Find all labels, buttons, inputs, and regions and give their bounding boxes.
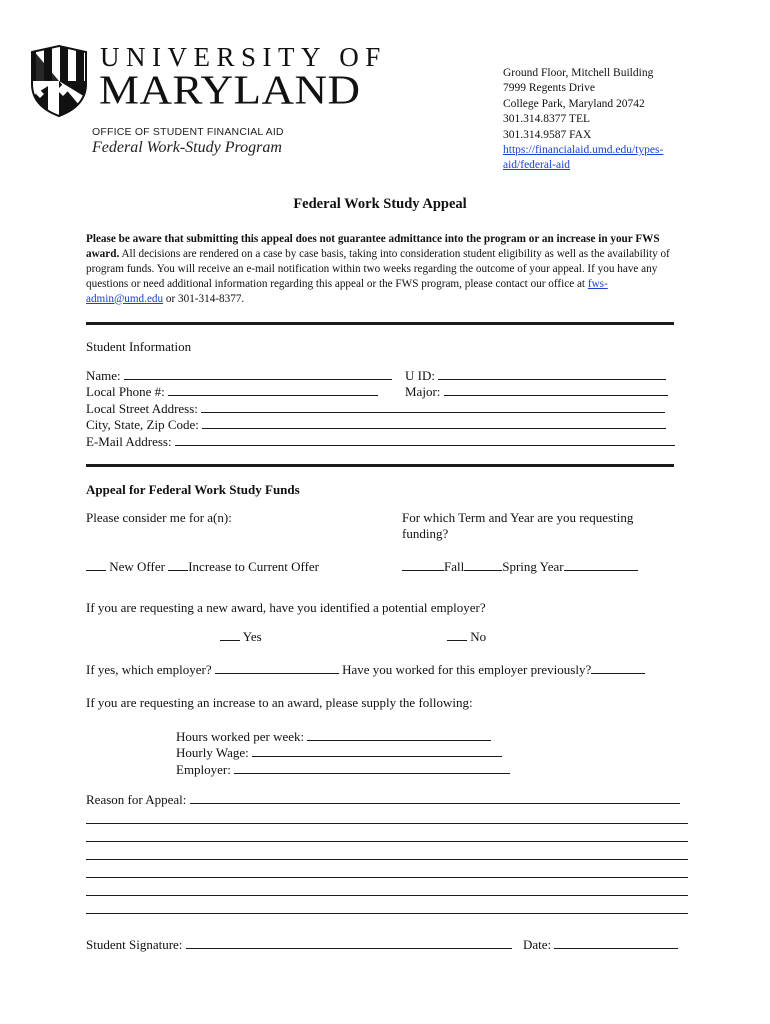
phone-label: Local Phone #: xyxy=(86,384,165,399)
email-row xyxy=(86,434,675,450)
new-offer-blank[interactable] xyxy=(86,559,106,571)
offer-options xyxy=(86,559,319,575)
new-offer-label: New Offer xyxy=(109,559,165,574)
increase-offer-label: Increase to Current Offer xyxy=(188,559,319,574)
fax-line: 301.314.9587 FAX xyxy=(503,128,592,141)
address-line: 7999 Regents Drive xyxy=(503,82,595,95)
signature-label: Student Signature: xyxy=(86,937,183,952)
yes-blank[interactable] xyxy=(220,629,240,641)
reason-field[interactable] xyxy=(190,792,680,804)
worked-previously-label: Have you worked for this employer previously? xyxy=(342,662,592,677)
employer-info-row xyxy=(176,762,510,778)
university-name-line1: UNIVERSITY OF xyxy=(100,42,387,72)
hours-field[interactable] xyxy=(307,729,491,741)
section-divider xyxy=(86,322,674,325)
term-question-line1: For which Term and Year are you requesting xyxy=(402,510,634,525)
term-options xyxy=(402,559,638,575)
name-label: Name: xyxy=(86,368,121,383)
name-row xyxy=(86,368,392,384)
which-employer-field[interactable] xyxy=(215,662,339,674)
date-row xyxy=(523,937,678,953)
wage-row xyxy=(176,745,502,761)
increase-prompt: If you are requesting an increase to an award, please supply the following: xyxy=(86,695,473,710)
office-name: OFFICE OF STUDENT FINANCIAL AID xyxy=(92,126,284,138)
city-field[interactable] xyxy=(202,417,666,429)
increase-offer-blank[interactable] xyxy=(168,559,188,571)
notice-phone: or 301-314-8377. xyxy=(163,292,245,305)
yes-label: Yes xyxy=(242,629,262,644)
uid-field[interactable] xyxy=(438,368,666,380)
appeal-heading: Appeal for Federal Work Study Funds xyxy=(86,482,300,497)
no-label: No xyxy=(470,629,487,644)
major-field[interactable] xyxy=(444,384,668,396)
employer-label: Employer: xyxy=(176,762,231,777)
date-field[interactable] xyxy=(554,937,678,949)
address-line: Ground Floor, Mitchell Building xyxy=(503,67,654,79)
reason-line[interactable] xyxy=(86,841,688,842)
phone-line: 301.314.8377 TEL xyxy=(503,113,590,126)
city-label: City, State, Zip Code: xyxy=(86,417,199,432)
appeal-notice xyxy=(86,232,676,307)
email-link[interactable]: fws-admin@umd.edu xyxy=(86,277,608,305)
street-label: Local Street Address: xyxy=(86,401,198,416)
city-row xyxy=(86,417,666,433)
section-divider xyxy=(86,464,674,467)
name-field[interactable] xyxy=(124,368,392,380)
year-field[interactable] xyxy=(564,559,638,571)
university-name-line2: MARYLAND xyxy=(99,66,361,113)
program-name: Federal Work-Study Program xyxy=(92,139,282,156)
wage-field[interactable] xyxy=(252,745,502,757)
major-row xyxy=(405,384,668,400)
office-address-block xyxy=(503,66,663,174)
signature-field[interactable] xyxy=(186,937,512,949)
website-link-continued[interactable]: aid/federal-aid xyxy=(503,159,571,172)
phone-row xyxy=(86,384,378,400)
employer-field[interactable] xyxy=(234,762,510,774)
fall-label: Fall xyxy=(444,559,465,574)
email-field[interactable] xyxy=(175,434,675,446)
reason-line[interactable] xyxy=(86,895,688,896)
uid-row xyxy=(405,368,666,384)
fall-blank[interactable] xyxy=(402,559,444,571)
term-question-line2: funding? xyxy=(402,526,449,541)
employer-row xyxy=(86,662,645,678)
uid-label: U ID: xyxy=(405,368,435,383)
notice-bold-text: Please be aware that submitting this appeal does not guarantee admittance into the program or an increase in your FWS award. xyxy=(86,233,660,260)
no-blank[interactable] xyxy=(447,629,467,641)
reason-line[interactable] xyxy=(86,877,688,878)
reason-line[interactable] xyxy=(86,859,688,860)
hours-row xyxy=(176,729,491,745)
form-title: Federal Work Study Appeal xyxy=(293,196,467,212)
street-field[interactable] xyxy=(201,401,665,413)
date-label: Date: xyxy=(523,937,552,952)
reason-line[interactable] xyxy=(86,823,688,824)
address-line: College Park, Maryland 20742 xyxy=(503,97,645,110)
reason-line[interactable] xyxy=(86,913,688,914)
no-option xyxy=(447,629,486,645)
which-employer-label: If yes, which employer? xyxy=(86,662,212,677)
worked-previously-field[interactable] xyxy=(591,662,645,674)
consider-label: Please consider me for a(n): xyxy=(86,510,232,525)
signature-row xyxy=(86,937,512,953)
wage-label: Hourly Wage: xyxy=(176,745,249,760)
yes-option xyxy=(220,629,262,645)
reason-row xyxy=(86,792,680,808)
reason-label: Reason for Appeal: xyxy=(86,792,187,807)
hours-label: Hours worked per week: xyxy=(176,729,305,744)
notice-text: All decisions are rendered on a case by case basis, taking into consideration student eligibility as well as the availability of program funds. You will receive an e-mail notification within two weeks regarding the outcome of your appeal. If you have any questions or need additional information regarding this appeal or the FWS program, please contact our office at xyxy=(86,247,670,290)
major-label: Major: xyxy=(405,384,441,399)
street-row xyxy=(86,401,665,417)
spring-blank[interactable] xyxy=(464,559,502,571)
employer-question: If you are requesting a new award, have you identified a potential employer? xyxy=(86,600,486,615)
spring-year-label: Spring Year xyxy=(502,559,564,574)
website-link[interactable]: https://financialaid.umd.edu/types- xyxy=(503,144,664,157)
university-seal-logo xyxy=(28,44,90,118)
student-info-heading: Student Information xyxy=(86,339,192,354)
phone-field[interactable] xyxy=(168,384,378,396)
email-label: E-Mail Address: xyxy=(86,434,172,449)
